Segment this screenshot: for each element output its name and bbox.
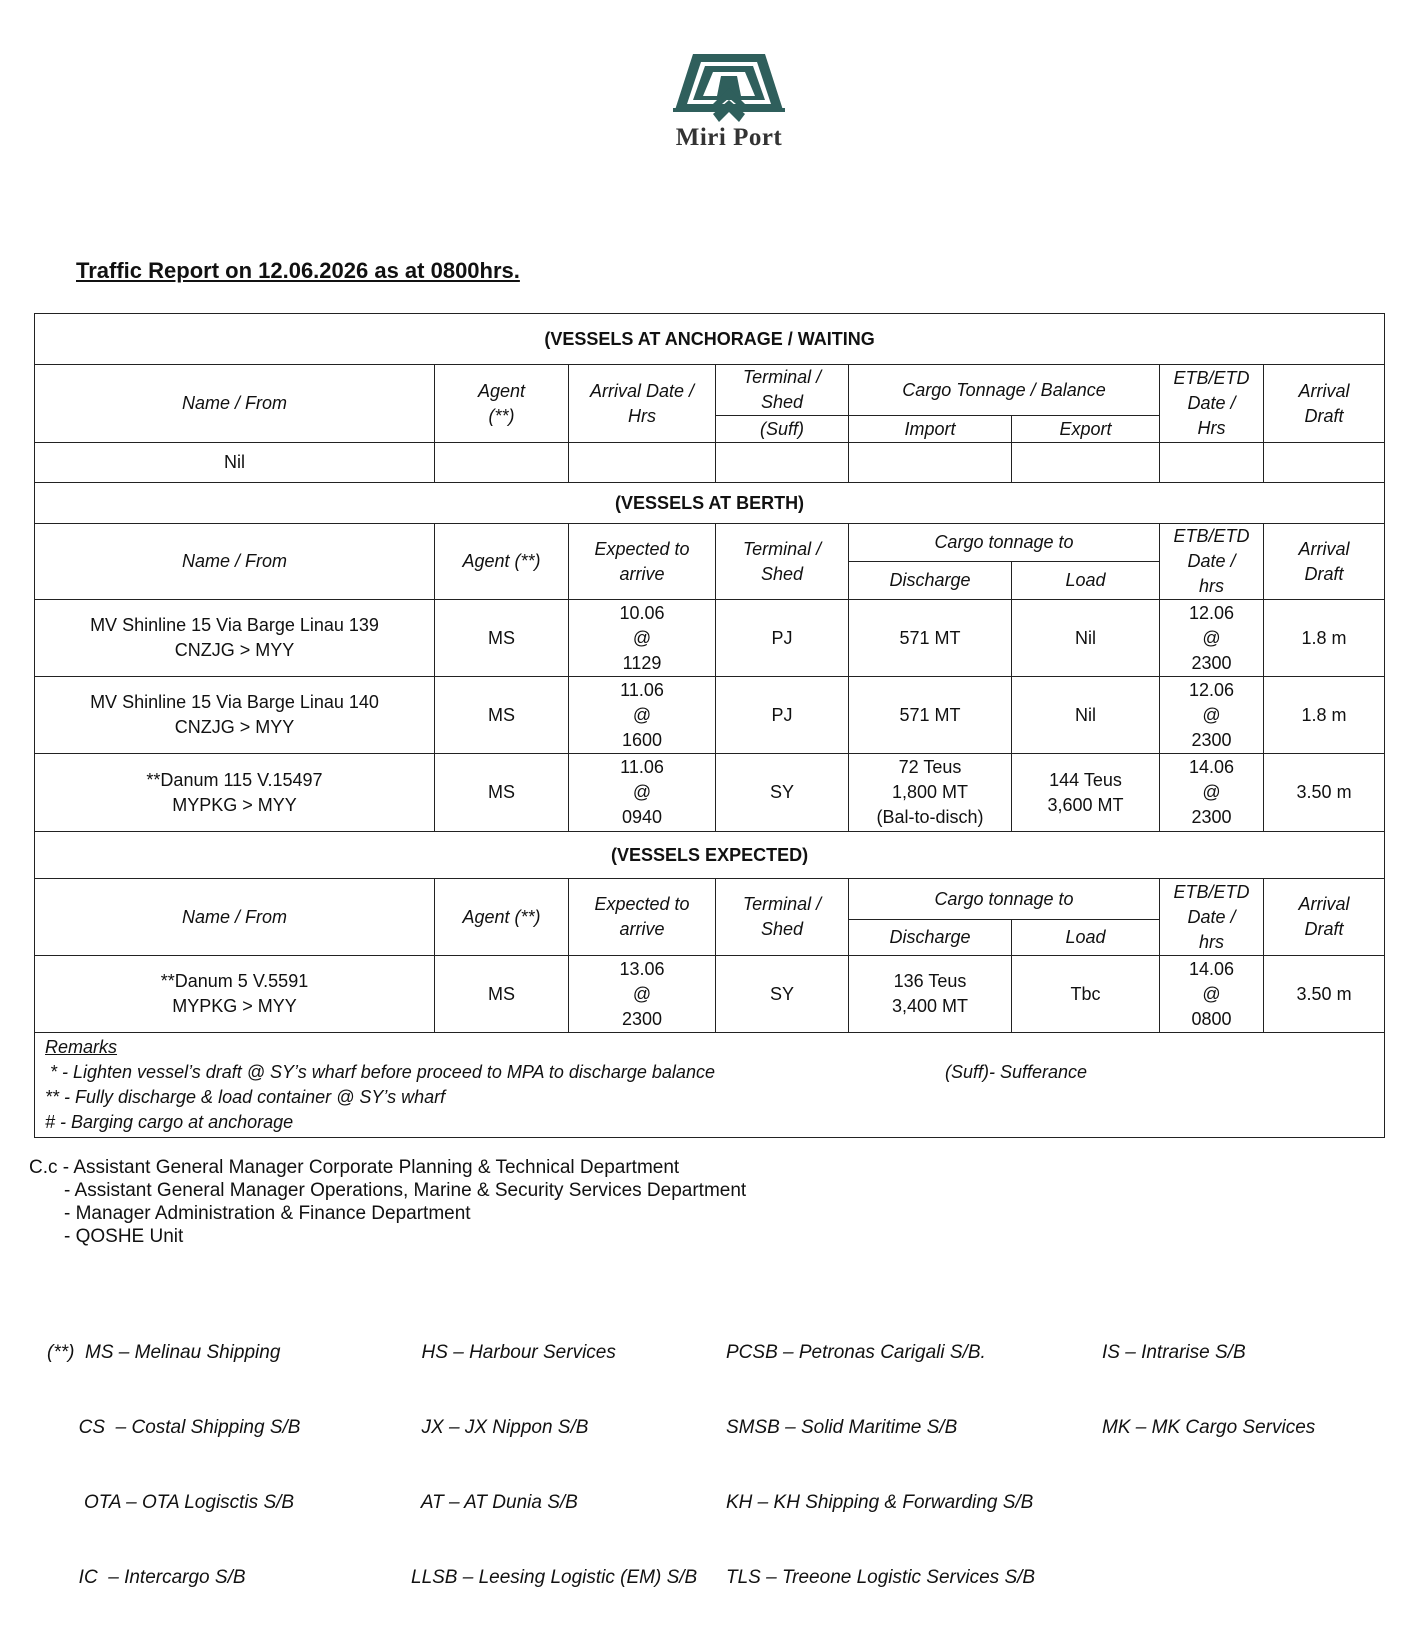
- table-row: [35, 754, 1385, 832]
- table-row: [35, 443, 1385, 483]
- miri-port-logo: [664, 52, 794, 162]
- abbr-item: IS – Intrarise S/B: [1102, 1342, 1246, 1363]
- agent-abbreviations-col-3: [726, 1290, 1035, 1615]
- vessel-load: Tbc: [1012, 956, 1160, 1033]
- header-arrival-draft: Arrival Draft: [1264, 879, 1385, 956]
- header-arrival-date: Arrival Date / Hrs: [569, 365, 716, 443]
- vessel-draft: 3.50 m: [1264, 754, 1385, 832]
- carbon-copy-list: [29, 1156, 746, 1248]
- section-title-berth: (VESSELS AT BERTH): [35, 483, 1385, 524]
- header-cargo-tonnage-to: Cargo tonnage to: [849, 879, 1160, 920]
- header-agent: Agent (**): [435, 879, 569, 956]
- vessel-terminal: PJ: [716, 600, 849, 677]
- abbr-item: CS – Costal Shipping S/B: [47, 1417, 301, 1438]
- cc-line: - QOSHE Unit: [64, 1226, 184, 1247]
- remarks-box: [35, 1033, 1385, 1138]
- vessel-terminal: SY: [716, 956, 849, 1033]
- vessel-load: Nil: [1012, 677, 1160, 754]
- abbr-item: JX – JX Nippon S/B: [411, 1417, 589, 1438]
- vessel-load: 144 Teus 3,600 MT: [1012, 754, 1160, 832]
- remarks-title: Remarks: [45, 1037, 118, 1057]
- header-cargo-tonnage-to: Cargo tonnage to: [849, 524, 1160, 562]
- traffic-report-table: [34, 313, 1385, 1138]
- vessel-load: Nil: [1012, 600, 1160, 677]
- vessel-etb: 12.06 @ 2300: [1160, 600, 1264, 677]
- vessel-expected: 13.06 @ 2300: [569, 956, 716, 1033]
- vessel-agent: MS: [435, 600, 569, 677]
- vessel-draft: 3.50 m: [1264, 956, 1385, 1033]
- header-etb-etd: ETB/ETD Date / Hrs: [1160, 365, 1264, 443]
- abbr-item: SMSB – Solid Maritime S/B: [726, 1417, 958, 1438]
- header-terminal-shed: Terminal / Shed: [716, 524, 849, 600]
- agent-abbreviations-col-2: [411, 1290, 697, 1615]
- abbr-item: AT – AT Dunia S/B: [411, 1492, 578, 1513]
- vessel-agent: MS: [435, 956, 569, 1033]
- vessel-discharge: 571 MT: [849, 600, 1012, 677]
- table-row: [35, 677, 1385, 754]
- vessel-terminal: SY: [716, 754, 849, 832]
- vessel-etb: 14.06 @ 0800: [1160, 956, 1264, 1033]
- abbr-item: TLS – Treeone Logistic Services S/B: [726, 1567, 1036, 1588]
- header-import: Import: [849, 416, 1012, 443]
- agent-abbreviations-col-4: [1102, 1290, 1315, 1465]
- header-terminal-suff: (Suff): [716, 416, 849, 443]
- header-etb-etd: ETB/ETD Date / hrs: [1160, 524, 1264, 600]
- vessel-etb: 12.06 @ 2300: [1160, 677, 1264, 754]
- remark-line: ** - Fully discharge & load container @ SY’s wharf: [45, 1087, 446, 1107]
- table-row: [35, 956, 1385, 1033]
- vessel-expected: 11.06 @ 0940: [569, 754, 716, 832]
- vessel-name: **Danum 5 V.5591 MYPKG > MYY: [35, 956, 435, 1033]
- header-terminal-shed: Terminal / Shed: [716, 879, 849, 956]
- port-emblem-icon: [673, 52, 785, 126]
- header-arrival-draft: Arrival Draft: [1264, 524, 1385, 600]
- abbr-item: OTA – OTA Logisctis S/B: [47, 1492, 295, 1513]
- header-export: Export: [1012, 416, 1160, 443]
- cc-line: C.c - Assistant General Manager Corporate Planning & Technical Department: [29, 1157, 680, 1178]
- header-expected-arrive: Expected to arrive: [569, 524, 716, 600]
- vessel-name: Nil: [35, 443, 435, 483]
- header-name-from: Name / From: [35, 365, 435, 443]
- vessel-discharge: 136 Teus 3,400 MT: [849, 956, 1012, 1033]
- vessel-discharge: 72 Teus 1,800 MT (Bal-to-disch): [849, 754, 1012, 832]
- vessel-etb: 14.06 @ 2300: [1160, 754, 1264, 832]
- header-cargo-tonnage-balance: Cargo Tonnage / Balance: [849, 365, 1160, 416]
- cc-line: - Manager Administration & Finance Department: [64, 1203, 471, 1224]
- header-arrival-draft: Arrival Draft: [1264, 365, 1385, 443]
- abbr-item: HS – Harbour Services: [411, 1342, 616, 1363]
- abbr-item: KH – KH Shipping & Forwarding S/B: [726, 1492, 1034, 1513]
- abbr-item: LLSB – Leesing Logistic (EM) S/B: [411, 1567, 698, 1588]
- vessel-draft: 1.8 m: [1264, 677, 1385, 754]
- header-load: Load: [1012, 562, 1160, 600]
- vessel-name: MV Shinline 15 Via Barge Linau 139 CNZJG > MYY: [35, 600, 435, 677]
- page-title: Traffic Report on 12.06.2026 as at 0800hrs.: [76, 258, 520, 283]
- abbr-item: PCSB – Petronas Carigali S/B.: [726, 1342, 986, 1363]
- vessel-draft: 1.8 m: [1264, 600, 1385, 677]
- header-agent: Agent (**): [435, 524, 569, 600]
- suff-note: (Suff)- Sufferance: [945, 1062, 1088, 1082]
- abbr-item: MK – MK Cargo Services: [1102, 1417, 1316, 1438]
- vessel-discharge: 571 MT: [849, 677, 1012, 754]
- vessel-name: MV Shinline 15 Via Barge Linau 140 CNZJG > MYY: [35, 677, 435, 754]
- header-name-from: Name / From: [35, 524, 435, 600]
- header-load: Load: [1012, 920, 1160, 956]
- remark-line: * - Lighten vessel’s draft @ SY’s wharf before proceed to MPA to discharge balance (Suff)- Sufferance: [45, 1060, 1374, 1085]
- header-name-from: Name / From: [35, 879, 435, 956]
- section-title-expected: (VESSELS EXPECTED): [35, 832, 1385, 879]
- header-discharge: Discharge: [849, 562, 1012, 600]
- vessel-terminal: PJ: [716, 677, 849, 754]
- vessel-expected: 11.06 @ 1600: [569, 677, 716, 754]
- vessel-agent: MS: [435, 677, 569, 754]
- abbr-item: (**) MS – Melinau Shipping: [47, 1342, 281, 1363]
- table-row: [35, 600, 1385, 677]
- remark-line: # - Barging cargo at anchorage: [45, 1112, 294, 1132]
- header-expected-arrive: Expected to arrive: [569, 879, 716, 956]
- vessel-agent: MS: [435, 754, 569, 832]
- logo-text: Miri Port: [675, 124, 783, 151]
- cc-line: - Assistant General Manager Operations, Marine & Security Services Department: [64, 1180, 747, 1201]
- header-terminal-shed: Terminal / Shed: [716, 365, 849, 416]
- vessel-expected: 10.06 @ 1129: [569, 600, 716, 677]
- abbr-item: IC – Intercargo S/B: [47, 1567, 246, 1588]
- section-title-anchorage: (VESSELS AT ANCHORAGE / WAITING: [35, 314, 1385, 365]
- header-agent: Agent (**): [435, 365, 569, 443]
- vessel-name: **Danum 115 V.15497 MYPKG > MYY: [35, 754, 435, 832]
- header-etb-etd: ETB/ETD Date / hrs: [1160, 879, 1264, 956]
- header-discharge: Discharge: [849, 920, 1012, 956]
- agent-abbreviations-col-1: [47, 1290, 300, 1615]
